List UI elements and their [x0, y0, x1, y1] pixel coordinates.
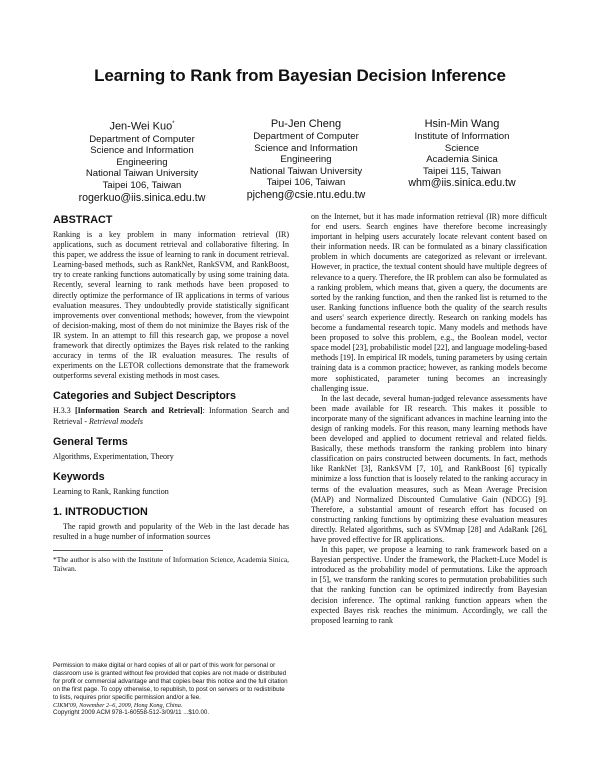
affiliation-line: Taipei 115, Taiwan	[422, 165, 502, 177]
author-email: whm@iis.sinica.edu.tw	[408, 177, 516, 190]
affiliation-line: Department of Computer	[253, 131, 359, 142]
keywords-text: Learning to Rank, Ranking function	[53, 486, 169, 496]
affiliation-line: National Taiwan University	[85, 168, 199, 180]
affiliation-line: Engineering	[280, 154, 332, 166]
author-name: Jen-Wei Kuo	[109, 120, 173, 133]
intro-paragraph: The rapid growth and popularity of the Web in the last decade has resulted in a huge number of information sources	[53, 521, 289, 541]
affiliation-line: Engineering	[116, 156, 168, 168]
affiliation-line: Department of Computer	[89, 133, 195, 145]
categories-heading: Categories and Subject Descriptors	[53, 390, 236, 403]
author-email: pjcheng@csie.ntu.edu.tw	[246, 188, 366, 201]
affiliation-line: Academia Sinica	[426, 154, 498, 166]
keywords-heading: Keywords	[53, 470, 105, 483]
author-email: rogerkuo@iis.sinica.edu.tw	[78, 191, 206, 204]
copyright-line: Copyright 2009 ACM 978-1-60558-512-3/09/11 ...$10.00.	[53, 709, 210, 717]
categories-text: H.3.3 [Information Search and Retrieval]: Information Search and Retrieval - Retrieval models	[53, 406, 290, 426]
affiliation-line: Taipei 106, Taiwan	[266, 177, 346, 189]
author-block	[78, 118, 522, 205]
footnote-rule	[53, 550, 163, 551]
paper-title: Learning to Rank from Bayesian Decision Inference	[94, 66, 506, 85]
right-column	[311, 212, 547, 626]
abstract-text: Ranking is a key problem in many information retrieval (IR) applications, such as document retrieval and collaborative filtering. In this paper, we address the issue of learning to rank in document retrieval. Learning-based methods, such as RankNet, RankSVM, and RankBoost, try to create ranking functions automatically by using some training data. Recently, several learning to rank methods have been proposed to directly optimize the performance of IR applications in terms of various evaluation measures. They undoubtedly provide statistically significant improvements over conventional methods; however, from the viewpoint of decision-making, most of them do not minimize the Bayes risk of the IR system. In an attempt to fill this research gap, we propose a novel framework that directly optimizes the Bayes risk related to the ranking accuracy in terms of the IR evaluation measures. The results of experiments on the LETOR collections demonstrate that the framework outperforms several existing methods in most cases.	[53, 230, 289, 381]
permission-text: Permission to make digital or hard copies of all or part of this work for personal or classroom use is granted without fee provided that copies are not made or distributed for profit or commercial advantage and that copies bear this notice and the full citation on the first page. To copy otherwise, to republish, to post on servers or to redistribute to lists, requires prior specific permission and/or a fee.	[53, 662, 288, 701]
affiliation-line: Science and Information	[254, 142, 358, 154]
introduction-heading: 1. INTRODUCTION	[53, 505, 148, 518]
conference-line: CIKM'09, November 2–6, 2009, Hong Kong, China.	[53, 701, 183, 709]
general-terms-text: Algorithms, Experimentation, Theory	[53, 451, 174, 461]
author-footnote-mark: *	[172, 121, 175, 127]
affiliation-line: Science and Information	[90, 145, 194, 157]
permission-notice	[53, 662, 289, 717]
abstract-heading: ABSTRACT	[53, 214, 113, 226]
intro-paragraph: In this paper, we propose a learning to rank framework based on a Bayesian perspective. Under the framework, the Plackett-Luce Model is introduced as the probability model of permutations. Like the approach in [5], we transform the ranking scores to permutation probabilities such that the ranking function can be optimized indirectly from Bayesian decision inference. The optimal ranking function appears when the expected Bayes risk reaches the minimum. Accordingly, we call the proposed learning to rank	[311, 545, 547, 625]
intro-paragraph: on the Internet, but it has made information retrieval (IR) more difficult for end users. Search engines have therefore become increasingly important in helping users accurately locate relevant content based on their information needs. IR can be formulated as a binary classification problem in which documents are categorized as relevant or irrelevant. However, in practice, the textual content should have multiple degrees of relevance to a query. Therefore, the IR problem can also be formulated as a ranking problem, which means that, given a query, the documents are sorted by the ranking function, and then the ranked list is returned to the user. Ranking functions influence both the quality of the search results and users' search experience directly. Research on ranking models has become a fundamental research topic. Many models and methods have been proposed to solve this problem, e.g., the Boolean model, vector space model [23], probabilistic model [22], and language modeling-based methods [19]. In empirical IR models, tuning parameters by using certain training data is a common practice; however, as ranking models become more sophisticated, parameter tuning becomes an increasingly challenging issue.	[311, 212, 547, 393]
general-terms-heading: General Terms	[53, 435, 128, 448]
left-column	[53, 214, 289, 573]
author-name: Hsin-Min Wang	[424, 118, 500, 130]
author-name: Pu-Jen Cheng	[270, 118, 342, 130]
author-1	[56, 118, 228, 205]
affiliation-line: Taipei 106, Taiwan	[102, 180, 182, 192]
affiliation-line: Science	[444, 142, 480, 154]
affiliation-line: Institute of Information	[414, 131, 510, 142]
intro-paragraph: In the last decade, several human-judged relevance assessments have been made available for IR research. This makes it possible to incorporate many of the significant advances in machine learning into the design of ranking models. For this reason, many learning methods have been developed and applied to document retrieval and related fields. Basically, these methods transform the ranking problem into binary classification on pairs constructed between documents. In fact, methods like RankNet [3], RankSVM [7, 10], and RankBoost [6] typically minimize a loss function that is loosely related to the ranking accuracy in terms of the evaluation measures, such as Mean Average Precision (MAP) and Normalized Discounted Cumulative Gain (NDCG) [9]. Therefore, a substantial amount of research effort has focused on constructing ranking functions by optimizing these evaluation measures directly. Related algorithms, such as SVMmap [28] and AdaRank [26], have proved effective for IR applications.	[311, 393, 547, 544]
footnote-text: *The author is also with the Institute of Information Science, Academia Sinica, Taiwan.	[53, 554, 289, 573]
author-2	[226, 118, 386, 205]
affiliation-line: National Taiwan University	[249, 165, 363, 177]
author-3	[402, 118, 522, 205]
